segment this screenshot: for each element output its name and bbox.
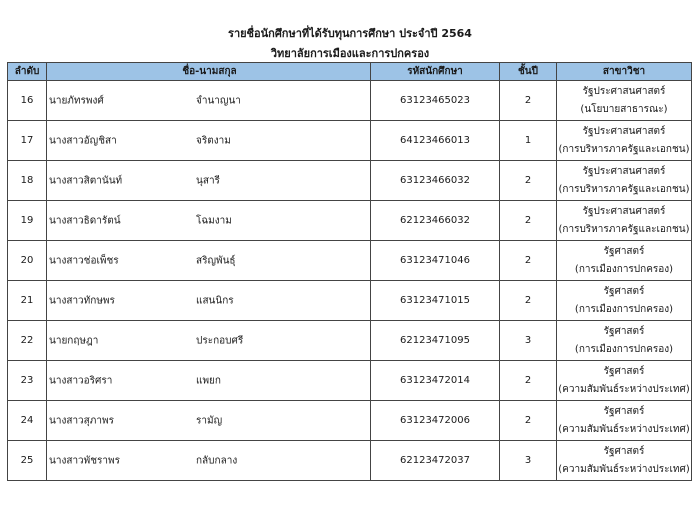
- student-name-cell: [47, 121, 371, 161]
- table-row: [8, 361, 692, 401]
- student-first-name: นางสาวธิดารัตน์: [49, 215, 121, 226]
- table-row: [8, 241, 692, 281]
- major-cell: [557, 81, 692, 121]
- table-row: [8, 281, 692, 321]
- major-sub: (การเมืองการปกครอง): [574, 303, 674, 315]
- student-year: 2: [500, 241, 557, 281]
- student-name-cell: [47, 241, 371, 281]
- row-number: 24: [8, 401, 47, 441]
- major-cell: [557, 281, 692, 321]
- row-number: 19: [8, 201, 47, 241]
- major-cell: [557, 401, 692, 441]
- major-cell: [557, 361, 692, 401]
- student-last-name: รามัญ: [196, 415, 223, 426]
- major-sub: (ความสัมพันธ์ระหว่างประเทศ): [558, 423, 690, 435]
- student-last-name: แสนนิกร: [196, 295, 234, 306]
- student-first-name: นางสาวสิตานันท์: [49, 175, 123, 186]
- major-name: รัฐศาสตร์: [603, 245, 645, 257]
- student-year: 1: [500, 121, 557, 161]
- table-row: [8, 81, 692, 121]
- student-id: 63123466032: [371, 161, 500, 201]
- major-sub: (การเมืองการปกครอง): [574, 343, 674, 355]
- student-name-cell: [47, 281, 371, 321]
- major-sub: (การบริหารภาครัฐและเอกชน): [558, 183, 690, 195]
- row-number: 16: [8, 81, 47, 121]
- student-first-name: นางสาวอริศรา: [49, 375, 113, 386]
- student-first-name: นางสาวทักษพร: [49, 295, 115, 306]
- column-header-student-id: รหัสนักศึกษา: [371, 63, 500, 81]
- student-first-name: นายภัทรพงศ์: [49, 95, 104, 106]
- major-name: รัฐศาสตร์: [603, 445, 645, 457]
- major-cell: [557, 201, 692, 241]
- student-year: 2: [500, 361, 557, 401]
- student-last-name: แพยก: [196, 375, 221, 386]
- column-header-name: ชื่อ-นามสกุล: [47, 63, 371, 81]
- table-row: [8, 321, 692, 361]
- student-year: 2: [500, 281, 557, 321]
- table-row: [8, 121, 692, 161]
- student-name-cell: [47, 201, 371, 241]
- student-last-name: จำนาญนา: [196, 95, 241, 106]
- table-row: [8, 401, 692, 441]
- table-row: [8, 161, 692, 201]
- major-sub: (ความสัมพันธ์ระหว่างประเทศ): [558, 383, 690, 395]
- student-year: 2: [500, 81, 557, 121]
- student-id: 63123472014: [371, 361, 500, 401]
- major-cell: [557, 241, 692, 281]
- major-cell: [557, 161, 692, 201]
- student-id: 63123471046: [371, 241, 500, 281]
- student-year: 3: [500, 441, 557, 481]
- student-first-name: นางสาวพัชราพร: [49, 455, 120, 466]
- student-first-name: นางสาวอัญชิสา: [49, 135, 117, 146]
- table-row: [8, 201, 692, 241]
- column-header-year: ชั้นปี: [500, 63, 557, 81]
- table-header-row: [8, 63, 692, 81]
- major-sub: (การบริหารภาครัฐและเอกชน): [558, 223, 690, 235]
- student-year: 2: [500, 401, 557, 441]
- student-id: 63123471015: [371, 281, 500, 321]
- student-id: 62123472037: [371, 441, 500, 481]
- major-name: รัฐประศาสนศาสตร์: [582, 125, 666, 137]
- major-sub: (การบริหารภาครัฐและเอกชน): [558, 143, 690, 155]
- student-last-name: ประกอบศรี: [196, 335, 244, 346]
- student-year: 2: [500, 201, 557, 241]
- document-subtitle: วิทยาลัยการเมืองและการปกครอง: [270, 47, 430, 60]
- scholarship-table: [7, 62, 692, 481]
- major-name: รัฐศาสตร์: [603, 325, 645, 337]
- major-name: รัฐประศาสนศาสตร์: [582, 85, 666, 97]
- major-sub: (การเมืองการปกครอง): [574, 263, 674, 275]
- major-sub: (ความสัมพันธ์ระหว่างประเทศ): [558, 463, 690, 475]
- student-name-cell: [47, 161, 371, 201]
- student-year: 2: [500, 161, 557, 201]
- student-id: 62123471095: [371, 321, 500, 361]
- row-number: 23: [8, 361, 47, 401]
- column-header-major: สาขาวิชา: [557, 63, 692, 81]
- major-name: รัฐศาสตร์: [603, 365, 645, 377]
- major-cell: [557, 321, 692, 361]
- student-last-name: จริตงาม: [196, 135, 231, 146]
- student-last-name: นุสารี: [196, 175, 220, 186]
- major-cell: [557, 441, 692, 481]
- document-title: รายชื่อนักศึกษาที่ได้รับทุนการศึกษา ประจำปี 2564: [228, 27, 472, 40]
- row-number: 18: [8, 161, 47, 201]
- student-last-name: สริญพันธุ์: [196, 255, 236, 266]
- student-id: 62123466032: [371, 201, 500, 241]
- student-first-name: นางสาวสุภาพร: [49, 415, 114, 426]
- major-sub: (นโยบายสาธารณะ): [580, 103, 668, 115]
- student-last-name: โฉมงาม: [196, 215, 232, 226]
- student-id: 63123472006: [371, 401, 500, 441]
- student-name-cell: [47, 81, 371, 121]
- table-row: [8, 441, 692, 481]
- row-number: 25: [8, 441, 47, 481]
- student-name-cell: [47, 441, 371, 481]
- student-first-name: นางสาวช่อเพ็ชร: [49, 255, 119, 266]
- row-number: 17: [8, 121, 47, 161]
- major-name: รัฐศาสตร์: [603, 285, 645, 297]
- student-year: 3: [500, 321, 557, 361]
- row-number: 20: [8, 241, 47, 281]
- student-name-cell: [47, 401, 371, 441]
- row-number: 22: [8, 321, 47, 361]
- student-name-cell: [47, 321, 371, 361]
- student-last-name: กลับกลาง: [196, 455, 238, 466]
- row-number: 21: [8, 281, 47, 321]
- student-id: 64123466013: [371, 121, 500, 161]
- major-name: รัฐประศาสนศาสตร์: [582, 165, 666, 177]
- student-name-cell: [47, 361, 371, 401]
- major-name: รัฐประศาสนศาสตร์: [582, 205, 666, 217]
- major-name: รัฐศาสตร์: [603, 405, 645, 417]
- student-first-name: นายกฤษฎา: [49, 335, 99, 346]
- student-id: 63123465023: [371, 81, 500, 121]
- column-header-no: ลำดับ: [8, 63, 47, 81]
- major-cell: [557, 121, 692, 161]
